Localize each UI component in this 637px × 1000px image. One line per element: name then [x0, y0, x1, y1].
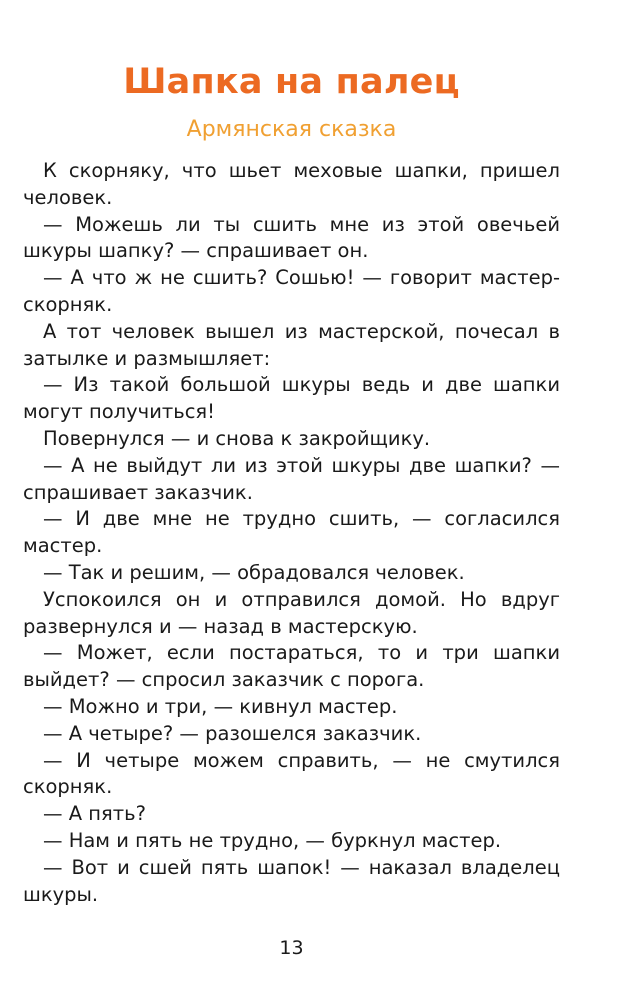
paragraph: — А четыре? — разошелся заказчик. — [43, 721, 422, 745]
story-title: Шапка на палец — [123, 62, 460, 102]
paragraph: — Так и решим, — обрадовался человек. — [43, 560, 465, 584]
paragraph: — И четыре можем справить, — не смутился скорняк. — [23, 748, 560, 799]
paragraph: — Можно и три, — кивнул мастер. — [43, 694, 398, 718]
paragraph: — А не выйдут ли из этой шкуры две шапки? — спрашивает заказчик. — [23, 453, 560, 504]
paragraph: — А что ж не сшить? Сошью! — говорит мастер-скорняк. — [23, 266, 560, 316]
paragraph: — Из такой большой шкуры ведь и две шапки могут получиться! — [23, 373, 560, 424]
paragraph: Повернулся — и снова к закройщику. — [43, 426, 431, 450]
paragraph: Успокоился он и отправился домой. Но вдруг развернулся и — назад в мастерскую. — [23, 587, 560, 638]
paragraph: — Нам и пять не трудно, — буркнул мастер. — [43, 828, 502, 852]
paragraph: — И две мне не трудно сшить, — согласился мастер. — [23, 507, 560, 558]
story-text — [23, 158, 560, 908]
paragraph: К скорняку, что шьет меховые шапки, пришел человек. — [23, 159, 560, 209]
paragraph: А тот человек вышел из мастерской, почесал в затылке и размышляет: — [23, 319, 560, 370]
paragraph: — Можешь ли ты сшить мне из этой овечьей шкуры шапку? — спрашивает он. — [23, 212, 560, 263]
paragraph: — А пять? — [43, 802, 146, 826]
story-subtitle: Армянская сказка — [186, 117, 397, 142]
page-number: 13 — [279, 937, 304, 959]
paragraph: — Может, если постараться, то и три шапки выйдет? — спросил заказчик с порога. — [23, 641, 560, 692]
paragraph: — Вот и сшей пять шапок! — наказал владелец шкуры. — [23, 855, 560, 906]
